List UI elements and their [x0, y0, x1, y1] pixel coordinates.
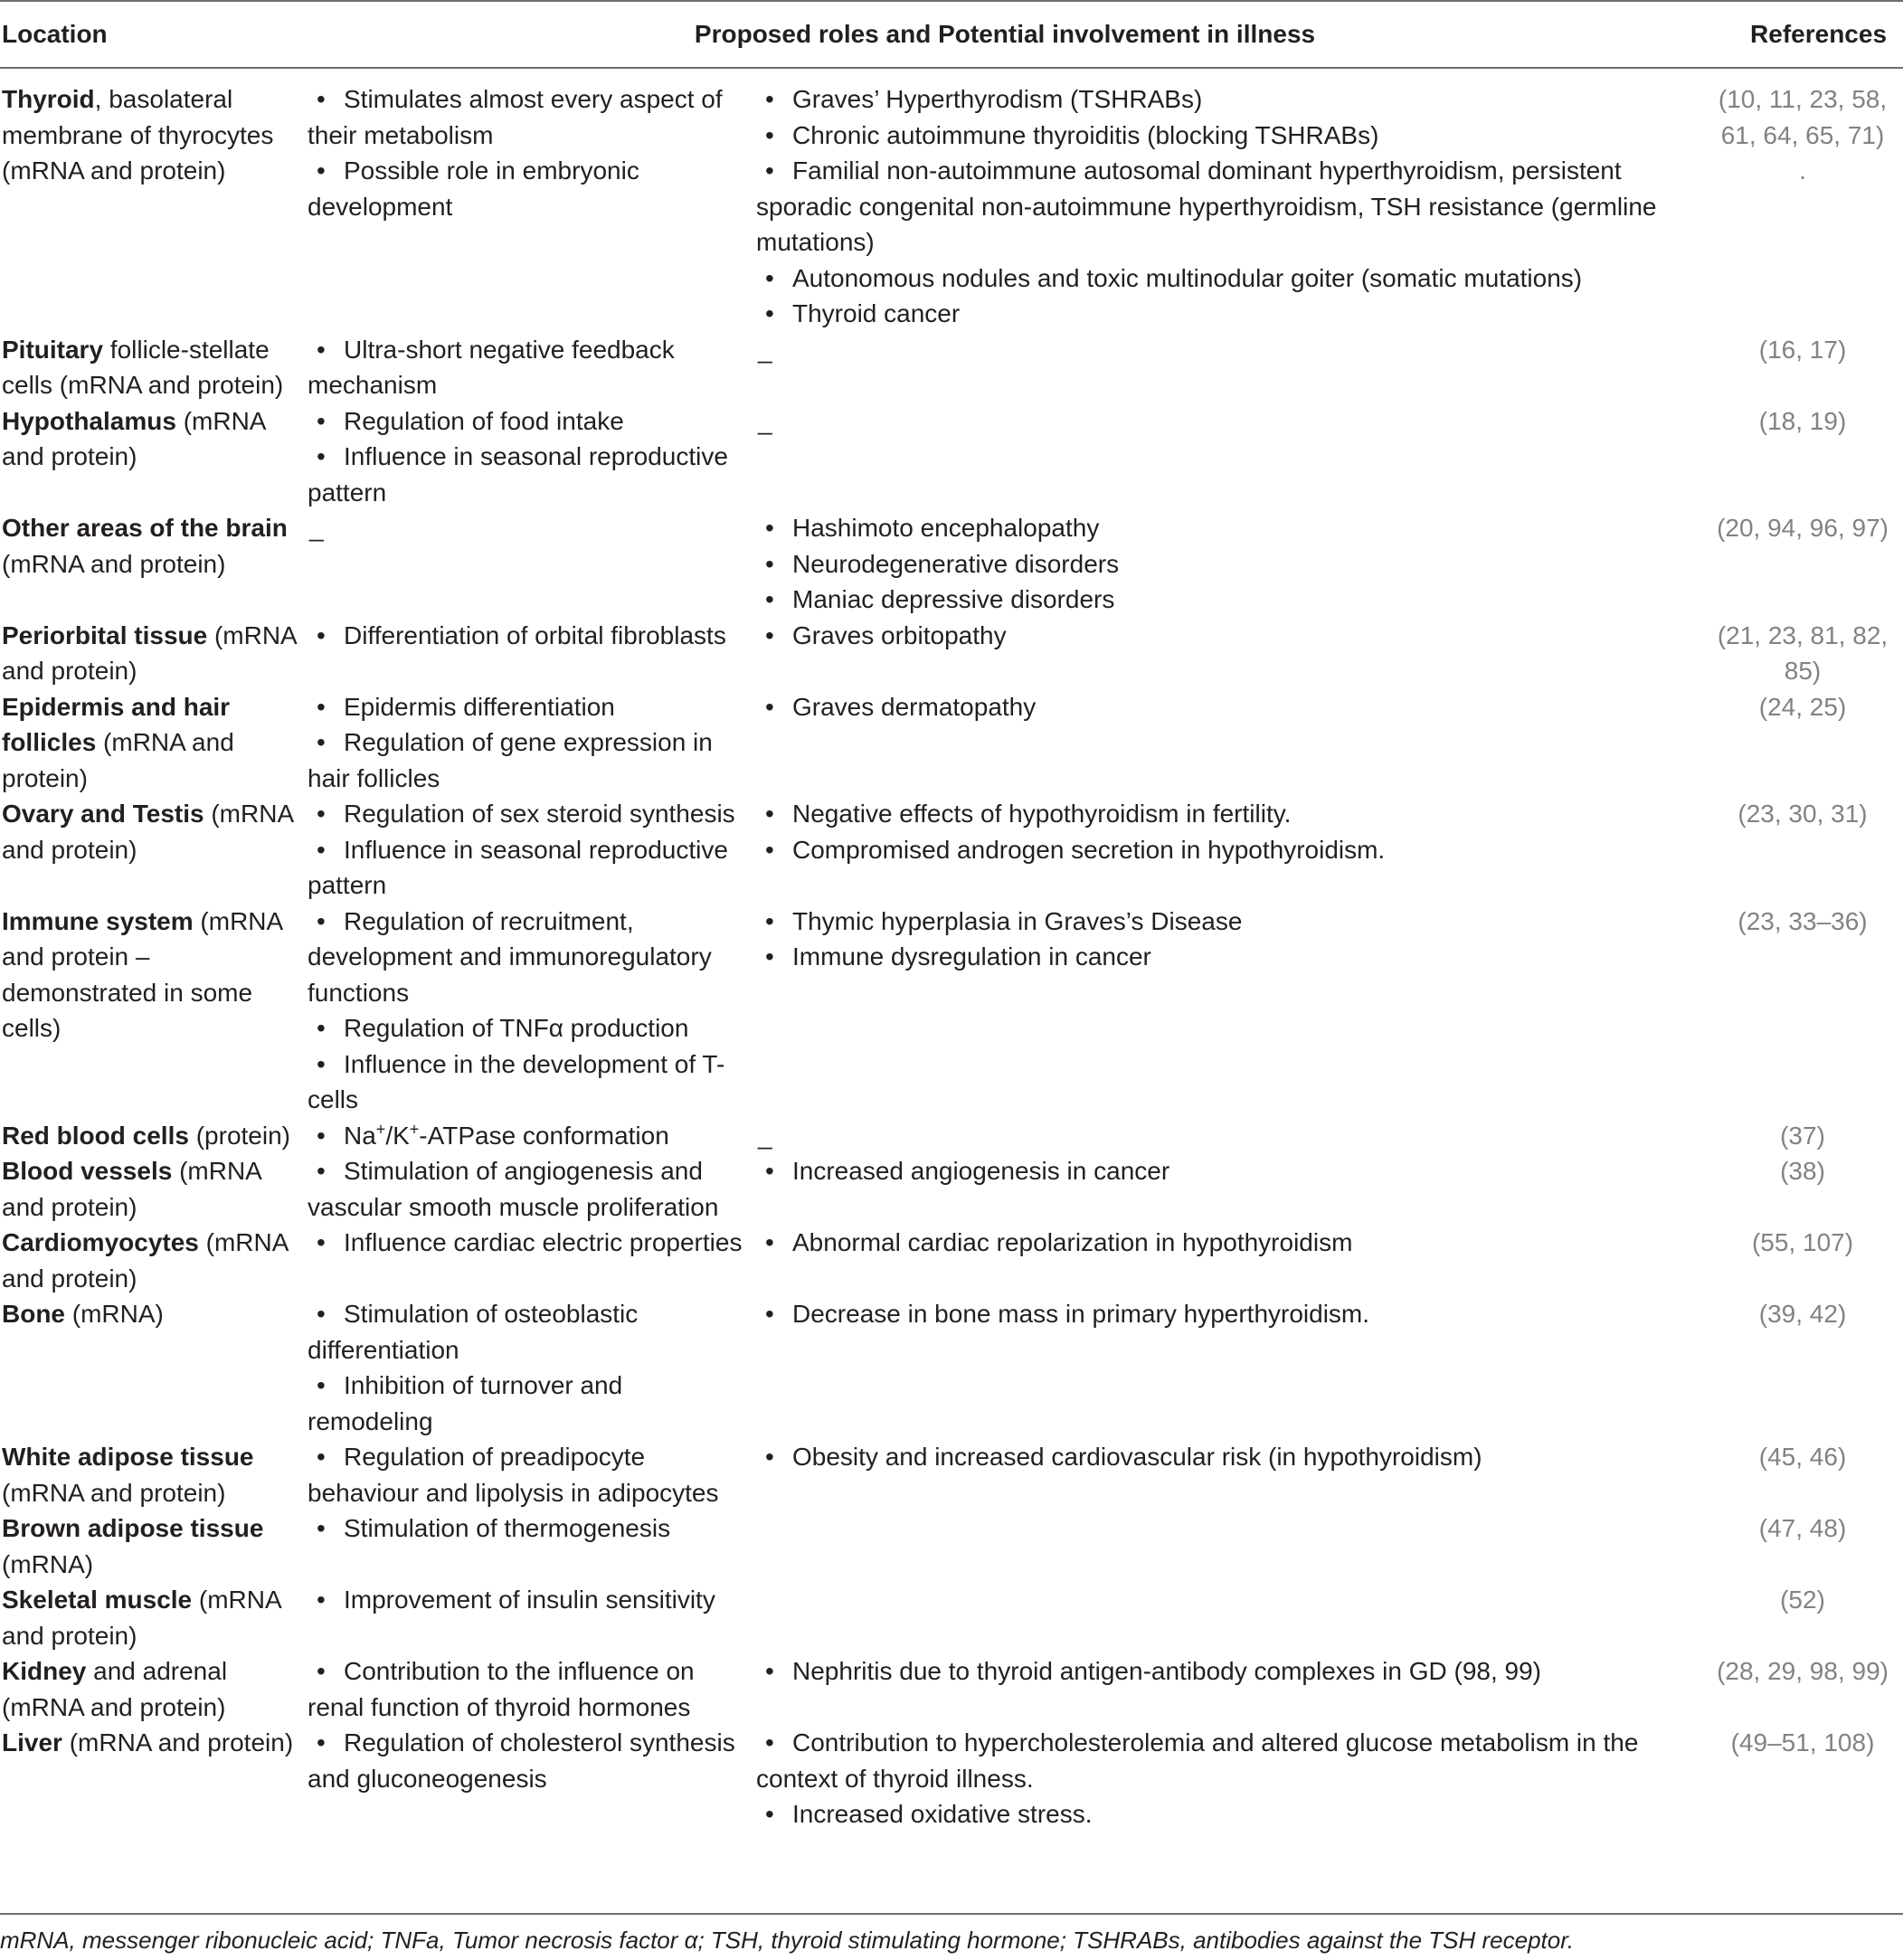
cell-location — [0, 1725, 306, 1832]
roles-item — [308, 1653, 749, 1725]
location-detail: (mRNA and protein) — [2, 620, 297, 685]
cell-location — [0, 510, 306, 618]
cell-location — [0, 1225, 306, 1296]
illness-item — [756, 904, 1697, 940]
illness-item — [756, 510, 1697, 546]
location-detail: (mRNA and protein) — [2, 1157, 261, 1221]
bullet-icon: • — [765, 1157, 774, 1185]
cell-location — [0, 403, 306, 511]
cell-roles — [306, 1296, 754, 1439]
bullet-icon: • — [317, 335, 326, 364]
cell-location — [0, 1153, 306, 1225]
table-body — [0, 68, 1903, 1832]
cell-roles — [306, 796, 754, 904]
cell-references: (37) — [1780, 1121, 1825, 1150]
cell-illness — [754, 796, 1702, 904]
roles-item — [308, 1725, 749, 1796]
bullet-icon: • — [765, 156, 774, 185]
roles-item — [308, 1010, 749, 1046]
table-row — [0, 1510, 1903, 1582]
location-detail: (protein) — [188, 1121, 290, 1150]
cell-roles — [306, 1225, 754, 1296]
table-row — [0, 1118, 1903, 1154]
cell-illness — [754, 1653, 1702, 1725]
bullet-icon: • — [765, 692, 774, 721]
bullet-icon: • — [317, 1228, 326, 1256]
cell-references: (49–51, 108) — [1730, 1728, 1875, 1756]
roles-item — [308, 904, 749, 1011]
header-roles: Proposed roles and Potential involvement in illness — [306, 1, 1702, 68]
illness-text: Obesity and increased cardiovascular risk (in hypothyroidism) — [792, 1443, 1482, 1471]
roles-text: Stimulation of thermogenesis — [344, 1514, 671, 1542]
roles-item — [308, 618, 749, 654]
bullet-icon: • — [765, 835, 774, 864]
cell-location — [0, 904, 306, 1118]
location-name: Red blood cells — [2, 1121, 189, 1150]
illness-item — [756, 689, 1697, 725]
table-header-row — [0, 1, 1903, 68]
roles-item — [308, 1225, 749, 1261]
bullet-icon: • — [317, 906, 326, 935]
roles-text: Influence in the development of T-cells — [308, 1049, 725, 1113]
cell-roles — [306, 1118, 754, 1154]
roles-text: Contribution to the influence on renal function of thyroid hormones — [308, 1657, 695, 1721]
illness-item — [756, 118, 1697, 154]
empty-dash: _ — [758, 335, 772, 364]
roles-text: Regulation of sex steroid synthesis — [344, 800, 735, 828]
table-row — [0, 689, 1903, 797]
cell-references: (24, 25) — [1758, 692, 1847, 721]
bullet-icon: • — [317, 1300, 326, 1328]
cell-location — [0, 1296, 306, 1439]
roles-text-part: /K — [385, 1121, 410, 1150]
roles-item — [308, 689, 749, 725]
bullet-icon: • — [317, 1371, 326, 1399]
bullet-icon: • — [317, 1728, 326, 1756]
bullet-icon: • — [317, 728, 326, 756]
location-name: Skeletal muscle — [2, 1586, 193, 1614]
roles-text-part: + — [409, 1120, 420, 1139]
location-name: Hypothalamus — [2, 406, 176, 435]
cell-roles — [306, 904, 754, 1118]
cell-references: (39, 42) — [1758, 1300, 1847, 1328]
illness-item — [756, 1225, 1697, 1261]
roles-text: Differentiation of orbital fibroblasts — [344, 620, 726, 649]
table-row — [0, 1439, 1903, 1510]
bullet-icon: • — [765, 85, 774, 113]
bullet-icon: • — [317, 1014, 326, 1042]
roles-text: Regulation of food intake — [344, 406, 624, 435]
roles-item — [308, 1582, 749, 1618]
roles-text: Influence cardiac electric properties — [344, 1228, 743, 1256]
table-row — [0, 403, 1903, 511]
table-row — [0, 1653, 1903, 1725]
roles-item — [308, 832, 749, 904]
table-row — [0, 1582, 1903, 1653]
illness-text: Compromised androgen secretion in hypothyroidism. — [792, 835, 1386, 864]
illness-text: Graves dermatopathy — [792, 692, 1037, 721]
cell-illness — [754, 1153, 1702, 1225]
roles-text-part: + — [375, 1120, 386, 1139]
roles-item — [308, 153, 749, 224]
illness-text: Neurodegenerative disorders — [792, 549, 1120, 578]
bullet-icon: • — [317, 1657, 326, 1685]
cell-location — [0, 1582, 306, 1653]
illness-item — [756, 618, 1697, 654]
illness-text: Thyroid cancer — [792, 299, 961, 327]
roles-text: Regulation of TNFα production — [344, 1014, 689, 1042]
cell-roles — [306, 1510, 754, 1582]
table-row — [0, 1153, 1903, 1225]
illness-text: Abnormal cardiac repolarization in hypothyroidism — [792, 1228, 1353, 1256]
bullet-icon: • — [317, 692, 326, 721]
illness-text: Graves orbitopathy — [792, 620, 1007, 649]
roles-item — [308, 1439, 749, 1510]
empty-dash: _ — [758, 1121, 772, 1150]
cell-location — [0, 796, 306, 904]
cell-illness — [754, 1118, 1702, 1154]
bullet-icon: • — [317, 406, 326, 435]
cell-location — [0, 68, 306, 332]
location-detail: follicle-stellate cells (mRNA and protein) — [2, 335, 284, 399]
table-row — [0, 618, 1903, 689]
roles-item — [308, 724, 749, 796]
table-row — [0, 68, 1903, 332]
location-name: Blood vessels — [2, 1157, 173, 1185]
illness-item — [756, 1796, 1697, 1832]
bullet-icon: • — [765, 549, 774, 578]
table-row — [0, 1725, 1903, 1832]
cell-roles — [306, 68, 754, 332]
cell-roles — [306, 510, 754, 618]
illness-item — [756, 832, 1697, 868]
illness-item — [756, 1725, 1697, 1796]
bullet-icon: • — [317, 1586, 326, 1614]
location-name: Periorbital tissue — [2, 620, 208, 649]
cell-location — [0, 1439, 306, 1510]
roles-item — [308, 81, 749, 153]
cell-references: (16, 17) — [1758, 335, 1847, 364]
location-name: Liver — [2, 1728, 62, 1756]
roles-text: Stimulation of angiogenesis and vascular smooth muscle proliferation — [308, 1157, 719, 1221]
roles-text: Epidermis differentiation — [344, 692, 615, 721]
roles-text: Regulation of recruitment, development and immunoregulatory functions — [308, 906, 712, 1007]
cell-references: (10, 11, 23, 58, 61, 64, 65, 71) . — [1718, 85, 1888, 185]
illness-text: Hashimoto encephalopathy — [792, 514, 1100, 542]
cell-illness — [754, 689, 1702, 797]
header-references: References — [1702, 1, 1903, 68]
bullet-icon: • — [765, 1728, 774, 1756]
illness-text: Chronic autoimmune thyroiditis (blocking TSHRABs) — [792, 120, 1379, 149]
cell-illness — [754, 1725, 1702, 1832]
cell-illness — [754, 618, 1702, 689]
cell-roles — [306, 1153, 754, 1225]
roles-item — [308, 439, 749, 510]
bullet-icon: • — [765, 906, 774, 935]
illness-text: Increased oxidative stress. — [792, 1800, 1093, 1828]
roles-text: Influence in seasonal reproductive pattern — [308, 442, 728, 507]
illness-text: Autonomous nodules and toxic multinodular goiter (somatic mutations) — [792, 263, 1583, 292]
roles-item — [308, 332, 749, 403]
cell-location — [0, 1510, 306, 1582]
location-name: Cardiomyocytes — [2, 1228, 199, 1256]
location-name: Bone — [2, 1300, 65, 1328]
illness-text: Contribution to hypercholesterolemia and altered glucose metabolism in the context of thyroid illness. — [756, 1728, 1639, 1793]
cell-illness — [754, 68, 1702, 332]
cell-references: (47, 48) — [1758, 1514, 1847, 1542]
illness-text: Decrease in bone mass in primary hyperthyroidism. — [792, 1300, 1370, 1328]
location-detail: , basolateral membrane of thyrocytes (mRNA and protein) — [2, 85, 274, 185]
table-row — [0, 796, 1903, 904]
cell-roles — [306, 1653, 754, 1725]
bullet-icon: • — [317, 1443, 326, 1471]
bullet-icon: • — [765, 514, 774, 542]
illness-text: Graves’ Hyperthyrodism (TSHRABs) — [792, 85, 1203, 113]
location-name: Pituitary — [2, 335, 104, 364]
illness-item — [756, 582, 1697, 618]
cell-illness — [754, 332, 1702, 403]
roles-text: Ultra-short negative feedback mechanism — [308, 335, 675, 399]
bullet-icon: • — [765, 800, 774, 828]
roles-text: Inhibition of turnover and remodeling — [308, 1371, 623, 1435]
table-row — [0, 904, 1903, 1118]
table-row — [0, 1296, 1903, 1439]
illness-item — [756, 1153, 1697, 1189]
bullet-icon: • — [765, 1443, 774, 1471]
location-detail: (mRNA) — [65, 1300, 164, 1328]
cell-references: (23, 30, 31) — [1737, 800, 1868, 828]
cell-location — [0, 1653, 306, 1725]
illness-item — [756, 1439, 1697, 1475]
illness-item — [756, 546, 1697, 582]
location-name: White adipose tissue — [2, 1443, 254, 1471]
cell-location — [0, 1118, 306, 1154]
bullet-icon: • — [765, 263, 774, 292]
roles-item — [308, 1296, 749, 1368]
cell-roles — [306, 689, 754, 797]
illness-item — [756, 939, 1697, 975]
location-name: Immune system — [2, 906, 194, 935]
illness-item — [756, 1296, 1697, 1332]
cell-references: (55, 107) — [1751, 1228, 1854, 1256]
cell-references: (21, 23, 81, 82, 85) — [1717, 620, 1889, 685]
cell-roles — [306, 1439, 754, 1510]
table-row — [0, 332, 1903, 403]
roles-item — [308, 1118, 749, 1154]
illness-item — [756, 796, 1697, 832]
illness-item — [756, 81, 1697, 118]
bullet-icon: • — [765, 1800, 774, 1828]
location-detail: (mRNA and protein) — [62, 1728, 294, 1756]
bullet-icon: • — [317, 442, 326, 470]
illness-item — [756, 296, 1697, 332]
roles-text: Influence in seasonal reproductive pattern — [308, 835, 728, 899]
illness-text: Maniac depressive disorders — [792, 585, 1115, 613]
roles-item — [308, 1510, 749, 1547]
illness-item — [756, 153, 1697, 260]
cell-roles — [306, 403, 754, 511]
location-detail: (mRNA) — [2, 1549, 94, 1578]
illness-item — [756, 1653, 1697, 1690]
cell-references: (23, 33–36) — [1737, 906, 1868, 935]
illness-text: Increased angiogenesis in cancer — [792, 1157, 1170, 1185]
roles-text: Possible role in embryonic development — [308, 156, 639, 221]
cell-illness — [754, 1296, 1702, 1439]
location-name: Epidermis and hair follicles — [2, 692, 231, 756]
roles-item — [308, 1368, 749, 1439]
illness-item — [756, 260, 1697, 297]
header-location: Location — [0, 1, 306, 68]
location-detail: (mRNA and protein) — [2, 728, 234, 792]
bullet-icon: • — [317, 1049, 326, 1078]
illness-text: Negative effects of hypothyroidism in fertility. — [792, 800, 1292, 828]
table-row — [0, 510, 1903, 618]
cell-illness — [754, 1510, 1702, 1582]
bullet-icon: • — [317, 1514, 326, 1542]
illness-text: Thymic hyperplasia in Graves’s Disease — [792, 906, 1243, 935]
bullet-icon: • — [765, 585, 774, 613]
cell-location — [0, 618, 306, 689]
location-detail: and adrenal (mRNA and protein) — [2, 1657, 228, 1721]
illness-text: Nephritis due to thyroid antigen-antibody complexes in GD (98, 99) — [792, 1657, 1541, 1685]
cell-roles — [306, 1582, 754, 1653]
bullet-icon: • — [317, 156, 326, 185]
bullet-icon: • — [317, 85, 326, 113]
cell-references: (20, 94, 96, 97) — [1717, 514, 1889, 542]
bullet-icon: • — [317, 835, 326, 864]
bullet-icon: • — [317, 800, 326, 828]
roles-item — [308, 796, 749, 832]
empty-dash: _ — [758, 406, 772, 435]
roles-text: Stimulation of osteoblastic differentiation — [308, 1300, 639, 1364]
cell-roles — [306, 332, 754, 403]
bullet-icon: • — [765, 1228, 774, 1256]
location-name: Thyroid — [2, 85, 95, 113]
table-row — [0, 1225, 1903, 1296]
roles-text: Regulation of cholesterol synthesis and gluconeogenesis — [308, 1728, 735, 1793]
illness-text: Immune dysregulation in cancer — [792, 942, 1151, 971]
bullet-icon: • — [317, 1157, 326, 1185]
cell-references: (38) — [1780, 1157, 1825, 1185]
bullet-icon: • — [765, 1657, 774, 1685]
cell-illness — [754, 510, 1702, 618]
bullet-icon: • — [765, 620, 774, 649]
cell-illness — [754, 403, 1702, 511]
cell-illness — [754, 904, 1702, 1118]
location-detail: (mRNA and protein – demonstrated in some cells) — [2, 906, 282, 1042]
roles-text-part: -ATPase conformation — [419, 1121, 669, 1150]
cell-references: (52) — [1780, 1586, 1825, 1614]
illness-text: Familial non-autoimmune autosomal dominant hyperthyroidism, persistent sporadic congenital non-autoimmune hyperthyroidism, TSH resistance (germline mutations) — [756, 156, 1657, 256]
cell-references: (18, 19) — [1758, 406, 1847, 435]
roles-text-part: Na — [344, 1121, 376, 1150]
table-footnote: mRNA, messenger ribonucleic acid; TNFa, Tumor necrosis factor α; TSH, thyroid stimulating hormone; TSHRABs, antibodies against the TSH receptor. — [0, 1913, 1903, 1956]
cell-illness — [754, 1439, 1702, 1510]
bullet-icon: • — [765, 942, 774, 971]
location-detail: (mRNA and protein) — [2, 1228, 288, 1292]
location-detail: (mRNA and protein) — [2, 406, 265, 470]
bullet-icon: • — [765, 299, 774, 327]
cell-references: (45, 46) — [1758, 1443, 1847, 1471]
location-detail: (mRNA and protein) — [2, 549, 226, 578]
cell-location — [0, 332, 306, 403]
roles-text: Improvement of insulin sensitivity — [344, 1586, 715, 1614]
location-detail: (mRNA and protein) — [2, 1478, 226, 1507]
bullet-icon: • — [317, 620, 326, 649]
bullet-icon: • — [317, 1121, 326, 1150]
cell-roles — [306, 618, 754, 689]
location-detail: (mRNA and protein) — [2, 800, 293, 864]
empty-dash: _ — [309, 514, 324, 542]
roles-text: Regulation of gene expression in hair follicles — [308, 728, 713, 792]
cell-illness — [754, 1582, 1702, 1653]
location-name: Brown adipose tissue — [2, 1514, 264, 1542]
roles-item — [308, 403, 749, 440]
cell-references: (28, 29, 98, 99) — [1717, 1657, 1889, 1685]
location-name: Ovary and Testis — [2, 800, 204, 828]
roles-item — [308, 1046, 749, 1118]
location-detail: (mRNA and protein) — [2, 1586, 281, 1650]
cell-roles — [306, 1725, 754, 1832]
location-name: Other areas of the brain — [2, 514, 288, 542]
roles-item — [308, 1153, 749, 1225]
roles-text: Regulation of preadipocyte behaviour and lipolysis in adipocytes — [308, 1443, 719, 1507]
bullet-icon: • — [765, 120, 774, 149]
location-name: Kidney — [2, 1657, 87, 1685]
roles-text: Stimulates almost every aspect of their metabolism — [308, 85, 723, 149]
bullet-icon: • — [765, 1300, 774, 1328]
cell-location — [0, 689, 306, 797]
cell-illness — [754, 1225, 1702, 1296]
